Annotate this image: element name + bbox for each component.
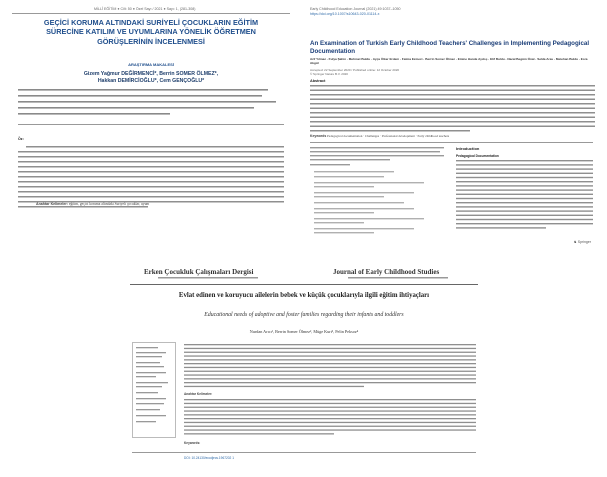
keywords-text: Pedagogical documentation · Challenges · Professional development · Early childhood teachers xyxy=(327,134,450,138)
abstract-en-lines xyxy=(184,399,476,439)
abstract-label: Öz: xyxy=(18,137,24,141)
accepted-line: Accepted: 22 September 2020 / Published online: 12 October 2020 xyxy=(310,68,400,72)
keywords-label: Anahtar Kelimeler: xyxy=(36,202,68,206)
article-info-lines xyxy=(133,343,177,439)
article-page-ecej xyxy=(302,5,601,248)
keywords-tr-label: Anahtar Kelimeler: xyxy=(184,392,213,396)
journal-line: Early Childhood Education Journal (2021) 49:1037–1050 xyxy=(310,7,401,11)
copyright: © Springer Nature B.V. 2020 xyxy=(310,72,348,76)
journal-left: Erken Çocukluk Çalışmaları Dergisi xyxy=(144,268,254,276)
article-info-box xyxy=(132,342,176,438)
abstract-tr-lines xyxy=(184,344,476,390)
doi-link[interactable]: DOI: 10.24130/eccdjecs.1967202 1 xyxy=(184,456,234,460)
article-type: ARAŞTIRMA MAKALESİ xyxy=(128,62,174,67)
keywords-en xyxy=(184,441,200,445)
keywords-text: eğitim, geçici koruma altındaki Suriyeli çocuklar, uyum xyxy=(68,202,150,206)
affiliations xyxy=(18,88,284,127)
keywords-block xyxy=(36,202,286,206)
keywords-block xyxy=(310,134,595,138)
article-page-ecs xyxy=(118,262,490,472)
header-rule xyxy=(130,284,478,285)
intro-subheading: Pedagogical Documentation xyxy=(456,154,499,158)
authors: Arif Yılmaz · Fulya Şahin · Mehmet Buldu · Ayça Ülker Erdem · Fatma Ezmeci · Berrin Somer Ölmez · Emine Hande Aydoş · Elif Buldu · Nazal Begüm Önal · Selda Aras · Metehan Buldu · Esra Akgül xyxy=(310,57,588,66)
article-page-milli-egitim xyxy=(6,5,296,248)
article-title: GEÇİCİ KORUMA ALTINDAKİ SURİYELİ ÇOCUKLARIN EĞİTİM SÜRECİNE KATILIM VE UYUMLARINA YÖNELİK ÖĞRETMEN GÖRÜŞLERİNİN İNCELENMESİ xyxy=(43,18,259,46)
header-rule xyxy=(12,13,290,14)
article-title: An Examination of Turkish Early Childhood Teachers' Challenges in Implementing Pedagogical Documentation xyxy=(310,40,590,55)
affiliation-lines xyxy=(18,88,284,122)
section-rule xyxy=(310,142,593,143)
springer-logo: ♞ Springer xyxy=(573,240,591,244)
journal-line: MİLLÎ EĞİTİM ● Cilt: 50 ● Özel Sayı / 2021 ● Sayı: 1, (281-308) xyxy=(94,7,196,11)
keywords-en-label: Keywords: xyxy=(184,441,201,445)
author-notes xyxy=(310,146,450,246)
title-en: Educational needs of adoptive and foster families regarding their infants and toddlers xyxy=(204,312,404,318)
abstract-lines xyxy=(310,85,595,141)
keywords-label: Keywords xyxy=(310,134,327,138)
authors-line-2: Hakkan DEMİRCİOĞLU*, Cem GENÇOĞLU* xyxy=(97,78,205,84)
keywords-tr xyxy=(184,392,212,396)
journal-right: Journal of Early Childhood Studies xyxy=(333,268,440,276)
intro-heading: Introduction xyxy=(456,146,480,151)
abstract-rule xyxy=(18,124,284,125)
journal-sublines xyxy=(118,276,490,284)
footer-rule xyxy=(132,452,476,453)
authors-line-1: Gizem Yağmur DEĞİRMENCİ*, Berrin SOMER ÖLMEZ*, xyxy=(83,71,219,77)
title-tr: Evlat edinen ve koruyucu ailelerin bebek ve küçük çocuklarıyla ilgili eğitim ihtiyaçları xyxy=(178,292,430,299)
springer-horse-icon: ♞ xyxy=(573,240,577,244)
doi-link[interactable]: https://doi.org/10.1007/s10643-020-01114-x xyxy=(310,12,380,16)
intro-lines xyxy=(456,160,593,235)
authors: Nurdan Arıcı¹, Berrin Somer Ölmez², Müge Kurt³, Pelin Peksoz⁴ xyxy=(249,329,359,334)
abstract-label: Abstract xyxy=(310,79,326,83)
